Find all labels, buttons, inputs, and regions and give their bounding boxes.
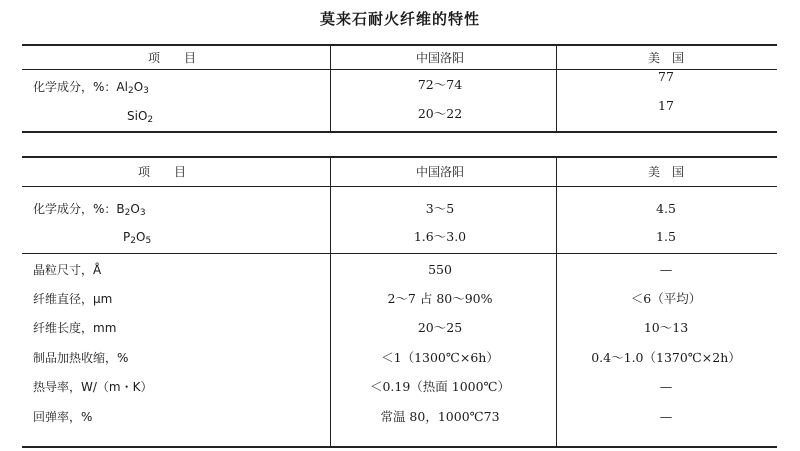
cell-usa: 77 xyxy=(658,69,674,84)
cell-china: 72～74 xyxy=(417,77,463,92)
header-china-luoyang: 中国洛阳 xyxy=(415,51,464,65)
table-1-bottom-rule xyxy=(22,131,777,133)
table-title: 莫来石耐火纤维的特性 xyxy=(319,10,480,28)
row-label: 化学成分，%：$Al_2O_3$ xyxy=(33,80,149,96)
row-label: SiO$_2$ xyxy=(127,109,154,125)
header-usa: 美 国 xyxy=(647,165,684,179)
table-1-top-rule xyxy=(22,44,777,46)
row-label: 纤维长度，mm xyxy=(33,321,117,335)
cell-usa: 0.4～1.0（1370℃×2h） xyxy=(591,350,741,365)
header-china-luoyang: 中国洛阳 xyxy=(415,165,464,179)
row-label: 纤维直径，μm xyxy=(33,292,113,306)
cell-china: ＜1（1300℃×6h） xyxy=(381,350,499,365)
cell-china: 550 xyxy=(428,262,452,277)
table-2-top-rule xyxy=(22,156,777,158)
cell-china: 常温 80，1000℃73 xyxy=(380,409,500,424)
cell-china: 20～22 xyxy=(417,106,463,121)
row-label: 制品加热收缩，% xyxy=(33,351,129,365)
cell-usa: 1.5 xyxy=(656,229,676,244)
header-item: 项 目 xyxy=(138,165,187,179)
cell-china: 20～25 xyxy=(417,320,463,335)
row-label: 回弹率，% xyxy=(33,410,93,424)
table-2-section-rule xyxy=(22,253,777,254)
cell-china: 1.6～3.0 xyxy=(413,229,467,244)
cell-usa: ＜6（平均） xyxy=(630,291,702,306)
cell-usa: 17 xyxy=(658,98,674,113)
header-item: 项 目 xyxy=(148,51,197,65)
cell-usa: 10～13 xyxy=(643,320,689,335)
row-label: $P_2O_5$ xyxy=(123,230,152,246)
cell-usa: — xyxy=(659,262,673,277)
row-label: 化学成分，%：$B_2O_3$ xyxy=(33,202,146,218)
table-2-header-rule xyxy=(22,186,777,187)
cell-usa: — xyxy=(659,409,673,424)
cell-china: 2～7 占 80～90% xyxy=(387,291,493,306)
table-2-bottom-rule xyxy=(22,446,777,448)
header-usa: 美 国 xyxy=(647,51,684,65)
cell-china: 3～5 xyxy=(425,201,455,216)
row-label: 晶粒尺寸，Å xyxy=(33,263,102,277)
row-label: 热导率，W/（m・K） xyxy=(33,380,153,394)
cell-china: ＜0.19（热面 1000℃） xyxy=(369,379,511,394)
cell-usa: — xyxy=(659,379,673,394)
cell-usa: 4.5 xyxy=(656,201,676,216)
